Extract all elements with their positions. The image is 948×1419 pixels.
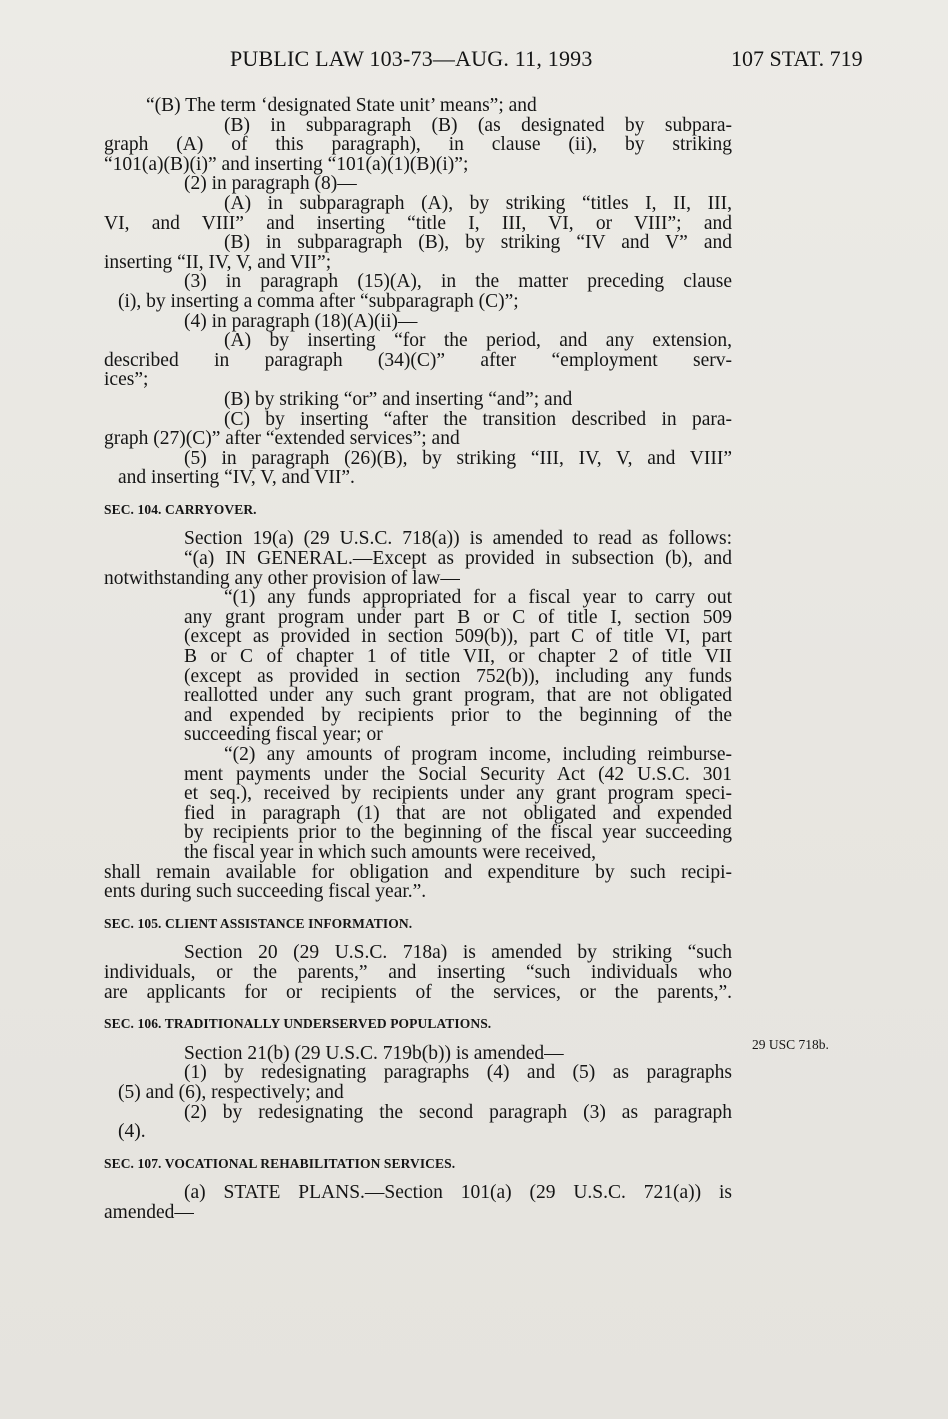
text-line: (i), by inserting a comma after “subparagraph (C)”; <box>118 290 519 312</box>
text-line: B or C of chapter 1 of title VII, or chapter 2 of title VII <box>184 646 732 668</box>
text-line: shall remain available for obligation and expenditure by such recipi- <box>104 861 732 883</box>
section-105-text <box>104 943 732 1002</box>
text-line: and expended by recipients prior to the beginning of the <box>184 704 732 726</box>
text-line: reallotted under any such grant program, that are not obligated <box>184 685 732 707</box>
document-body <box>104 96 732 1222</box>
text-line: inserting “II, IV, V, and VII”; <box>104 251 332 273</box>
text-line: (5) and (6), respectively; and <box>118 1081 344 1103</box>
text-line: (B) in subparagraph (B), by striking “IV and V” and <box>224 232 732 254</box>
text-line: individuals, or the parents,” and inserting “such individuals who <box>104 961 732 983</box>
text-line: and inserting “IV, V, and VII”. <box>118 467 355 489</box>
text-line: (A) by inserting “for the period, and any extension, <box>224 330 732 352</box>
text-line: (except as provided in section 509(b)), part C of title VI, part <box>184 626 732 648</box>
header-title: PUBLIC LAW 103-73—AUG. 11, 1993 <box>230 46 593 71</box>
text-line: ment payments under the Social Security Act (42 U.S.C. 301 <box>184 763 732 785</box>
section-heading-107: SEC. 107. VOCATIONAL REHABILITATION SERVICES. <box>104 1155 456 1171</box>
text-line: “(B) The term ‘designated State unit’ means”; and <box>146 95 537 116</box>
text-line: are applicants for or recipients of the services, or the parents,”. <box>104 981 732 1003</box>
running-header <box>0 46 948 76</box>
text-line: ents during such succeeding fiscal year.”. <box>104 881 427 903</box>
section-heading-105: SEC. 105. CLIENT ASSISTANCE INFORMATION. <box>104 915 413 931</box>
text-line: fied in paragraph (1) that are not obligated and expended <box>184 802 732 824</box>
text-line: “(2) any amounts of program income, including reimburse- <box>224 744 732 765</box>
text-line: (4) in paragraph (18)(A)(ii)— <box>184 310 418 332</box>
text-line: described in paragraph (34)(C)” after “employment serv- <box>104 349 732 371</box>
section-107-text <box>104 1183 732 1222</box>
text-line: (2) in paragraph (8)— <box>184 173 357 195</box>
text-line: Section 21(b) (29 U.S.C. 719b(b)) is amended— <box>184 1042 564 1064</box>
text-line: (C) by inserting “after the transition described in para- <box>224 408 732 430</box>
text-line: (B) in subparagraph (B) (as designated by subpara- <box>224 114 732 136</box>
text-line: et seq.), received by recipients under any grant program speci- <box>184 783 732 805</box>
text-line: graph (A) of this paragraph), in clause (ii), by striking <box>104 134 732 156</box>
text-line: (a) STATE PLANS.—Section 101(a) (29 U.S.C. 721(a)) is <box>184 1182 732 1204</box>
text-line: the fiscal year in which such amounts were received, <box>184 841 597 863</box>
text-line: (1) by redesignating paragraphs (4) and (5) as paragraphs <box>184 1062 732 1084</box>
text-line: amended— <box>104 1201 194 1223</box>
text-line: “(a) IN GENERAL.—Except as provided in subsection (b), and <box>184 548 732 570</box>
text-line: notwithstanding any other provision of law— <box>104 567 460 589</box>
text-line: “101(a)(B)(i)” and inserting “101(a)(1)(B)(i)”; <box>104 153 469 175</box>
section-heading-106: SEC. 106. TRADITIONALLY UNDERSERVED POPULATIONS. <box>104 1016 492 1032</box>
text-line: (4). <box>118 1121 146 1143</box>
text-line: by recipients prior to the beginning of the fiscal year succeeding <box>184 822 732 844</box>
text-line: (except as provided in section 752(b)), including any funds <box>184 665 732 687</box>
statute-page-number: 107 STAT. 719 <box>731 46 863 71</box>
text-line: (3) in paragraph (15)(A), in the matter preceding clause <box>184 271 732 293</box>
text-line: graph (27)(C)” after “extended services”; and <box>104 428 460 450</box>
section-104-text <box>104 529 732 901</box>
text-line: (2) by redesignating the second paragraph (3) as paragraph <box>184 1101 732 1123</box>
text-line: ices”; <box>104 369 149 391</box>
section-heading-104: SEC. 104. CARRYOVER. <box>104 501 257 517</box>
text-line: (5) in paragraph (26)(B), by striking “III, IV, V, and VIII” <box>184 447 732 469</box>
text-line: any grant program under part B or C of title I, section 509 <box>184 606 732 628</box>
text-line: VI, and VIII” and inserting “title I, III, VI, or VIII”; and <box>104 212 732 234</box>
section-106-text <box>104 1044 732 1142</box>
text-line: Section 19(a) (29 U.S.C. 718(a)) is amended to read as follows: <box>184 528 732 550</box>
margin-citation: 29 USC 718b. <box>752 1037 829 1052</box>
text-line: succeeding fiscal year; or <box>184 724 383 746</box>
amendment-list <box>104 96 732 488</box>
text-line: (B) by striking “or” and inserting “and”; and <box>224 388 573 410</box>
text-line: (A) in subparagraph (A), by striking “titles I, II, III, <box>224 192 732 214</box>
text-line: Section 20 (29 U.S.C. 718a) is amended by striking “such <box>184 942 732 964</box>
text-line: “(1) any funds appropriated for a fiscal year to carry out <box>224 587 732 609</box>
